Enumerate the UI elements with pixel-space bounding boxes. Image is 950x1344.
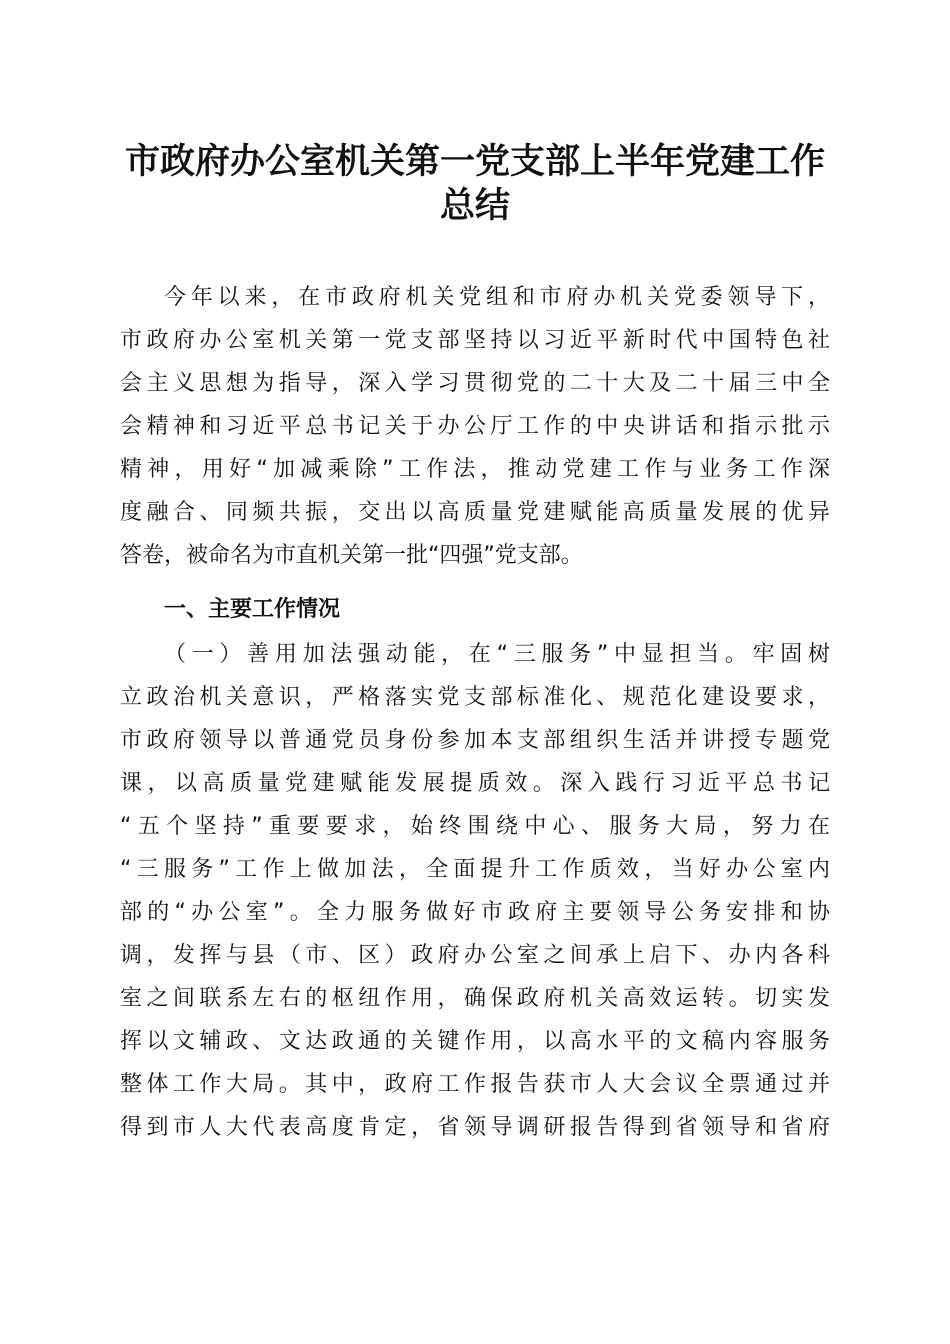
section-body-line: “三服务”工作上做加法，全面提升工作质效，当好办公室内 bbox=[120, 857, 830, 882]
section-body-line: 得到市人大代表高度肯定，省领导调研报告得到省领导和省府 bbox=[120, 1115, 830, 1140]
section-heading: 一、主要工作情况 bbox=[164, 597, 341, 622]
document-title-line-2: 总结 bbox=[439, 185, 510, 226]
section-body-line: “五个坚持”重要要求，始终围绕中心、服务大局，努力在 bbox=[120, 814, 830, 839]
section-body-line: 立政治机关意识，严格落实党支部标准化、规范化建设要求， bbox=[120, 685, 830, 710]
section-body-line: 整体工作大局。其中，政府工作报告获市人大会议全票通过并 bbox=[120, 1072, 830, 1097]
section-body-line: 挥以文辅政、文达政通的关键作用，以高水平的文稿内容服务 bbox=[120, 1029, 830, 1054]
section-body-line: 调，发挥与县（市、区）政府办公室之间承上启下、办内各科 bbox=[120, 943, 830, 968]
section-body-line: 市政府领导以普通党员身份参加本支部组织生活并讲授专题党 bbox=[120, 728, 830, 753]
intro-line: 精神，用好“加减乘除”工作法，推动党建工作与业务工作深 bbox=[120, 457, 830, 482]
intro-line: 今年以来，在市政府机关党组和市府办机关党委领导下， bbox=[164, 285, 830, 310]
intro-line: 度融合、同频共振，交出以高质量党建赋能高质量发展的优异 bbox=[120, 500, 830, 525]
intro-line: 市政府办公室机关第一党支部坚持以习近平新时代中国特色社 bbox=[120, 328, 830, 353]
section-body-line: 室之间联系左右的枢纽作用，确保政府机关高效运转。切实发 bbox=[120, 986, 830, 1011]
intro-line: 会精神和习近平总书记关于办公厅工作的中央讲话和指示批示 bbox=[120, 414, 830, 439]
document-title-line-1: 市政府办公室机关第一党支部上半年党建工作 bbox=[124, 141, 825, 182]
section-body-line: （一）善用加法强动能，在“三服务”中显担当。牢固树 bbox=[164, 642, 830, 667]
intro-line: 会主义思想为指导，深入学习贯彻党的二十大及二十届三中全 bbox=[120, 371, 830, 396]
section-body-line: 部的“办公室”。全力服务做好市政府主要领导公务安排和协 bbox=[120, 900, 830, 925]
intro-line: 答卷，被命名为市直机关第一批“四强”党支部。 bbox=[120, 543, 583, 568]
section-body-line: 课，以高质量党建赋能发展提质效。深入践行习近平总书记 bbox=[120, 771, 830, 796]
